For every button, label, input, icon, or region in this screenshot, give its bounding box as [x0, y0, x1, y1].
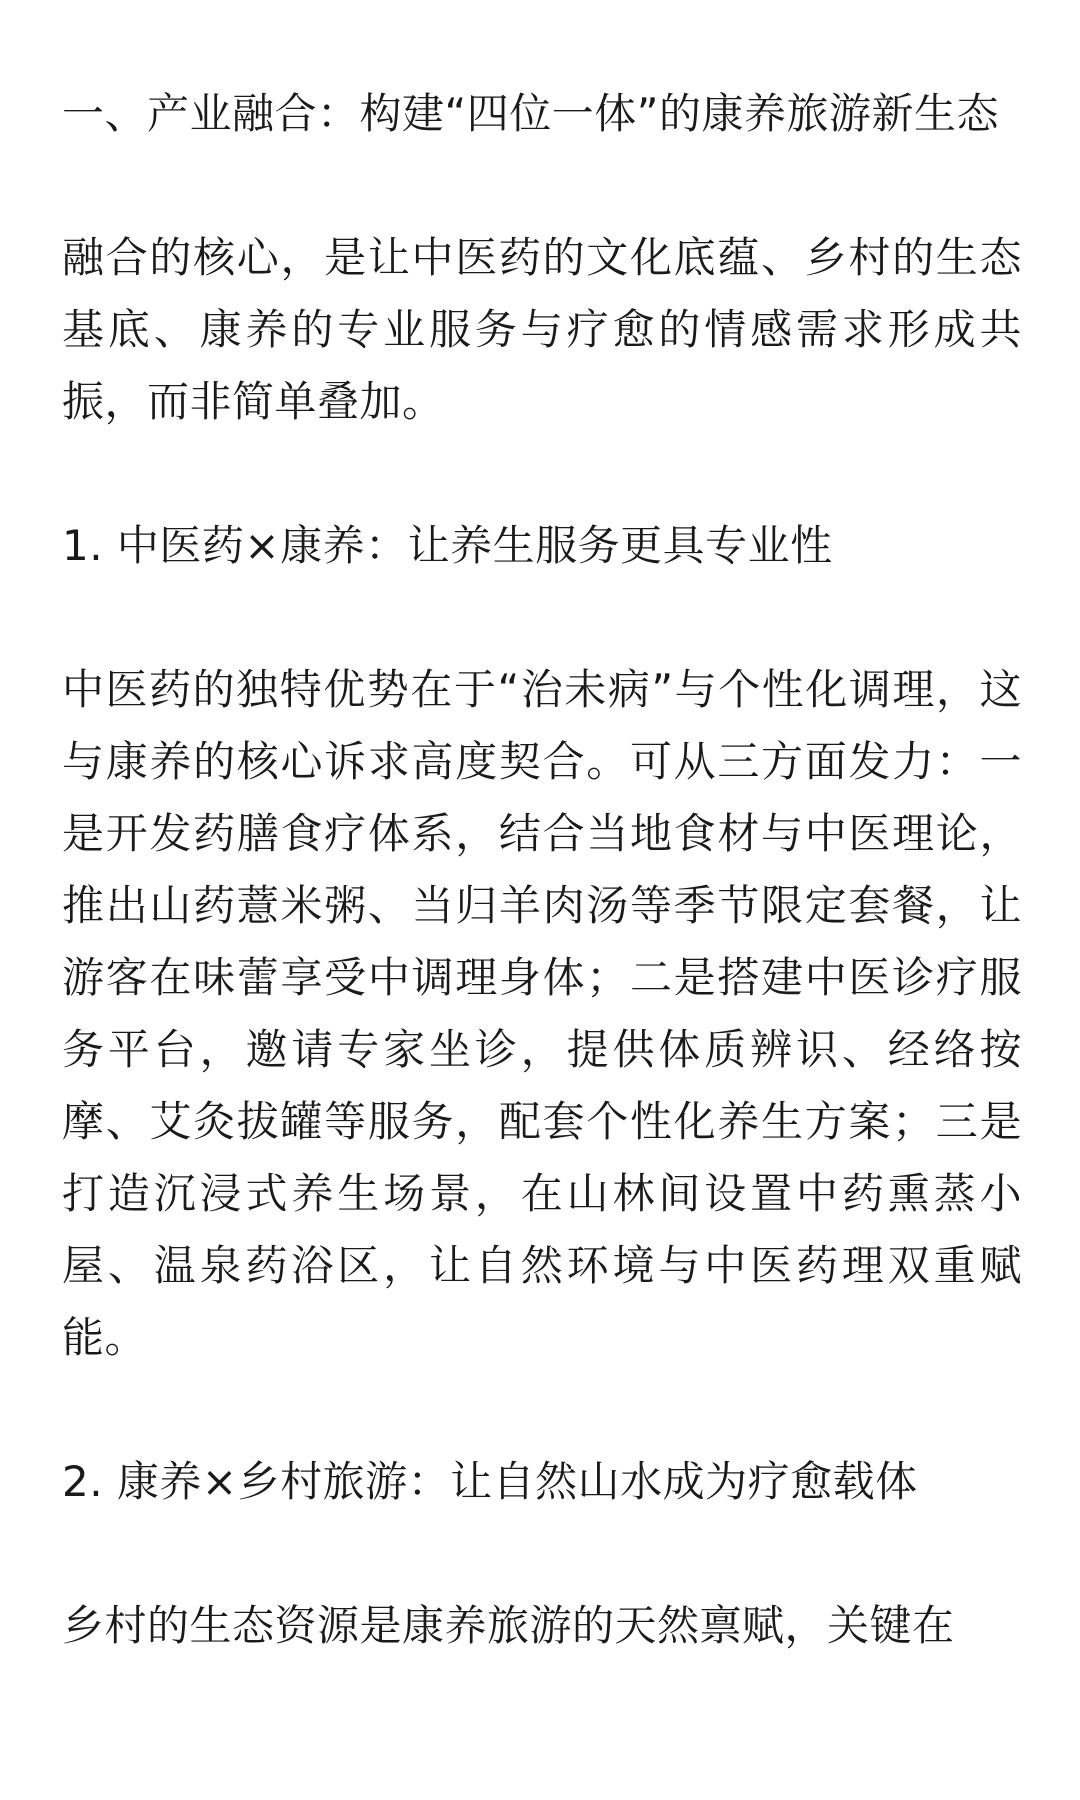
subsection-body-2: 乡村的生态资源是康养旅游的天然禀赋，关键在 [62, 1601, 955, 1650]
subsection-body-1: 中医药的独特优势在于“治未病”与个性化调理，这与康养的核心诉求高度契合。可从三方面发力：一是开发药膳食疗体系，结合当地食材与中医理论，推出山药薏米粥、当归羊肉汤等季节限定套餐，让游客在味蕾享受中调理身体；二是搭建中医诊疗服务平台，邀请专家坐诊，提供体质辨识、经络按摩、艾灸拔罐等服务，配套个性化养生方案；三是打造沉浸式养生场景，在山林间设置中药熏蒸小屋、温泉药浴区，让自然环境与中医药理双重赋能。 [62, 665, 1022, 1362]
article-body [62, 78, 1022, 1734]
subsection-title-1: 1. 中医药×康养：让养生服务更具专业性 [62, 521, 833, 570]
section-title: 一、产业融合：构建“四位一体”的康养旅游新生态 [62, 89, 1000, 138]
intro-paragraph: 融合的核心，是让中医药的文化底蕴、乡村的生态基底、康养的专业服务与疗愈的情感需求形成共振，而非简单叠加。 [62, 233, 1022, 426]
subsection-title-2: 2. 康养×乡村旅游：让自然山水成为疗愈载体 [62, 1457, 918, 1506]
